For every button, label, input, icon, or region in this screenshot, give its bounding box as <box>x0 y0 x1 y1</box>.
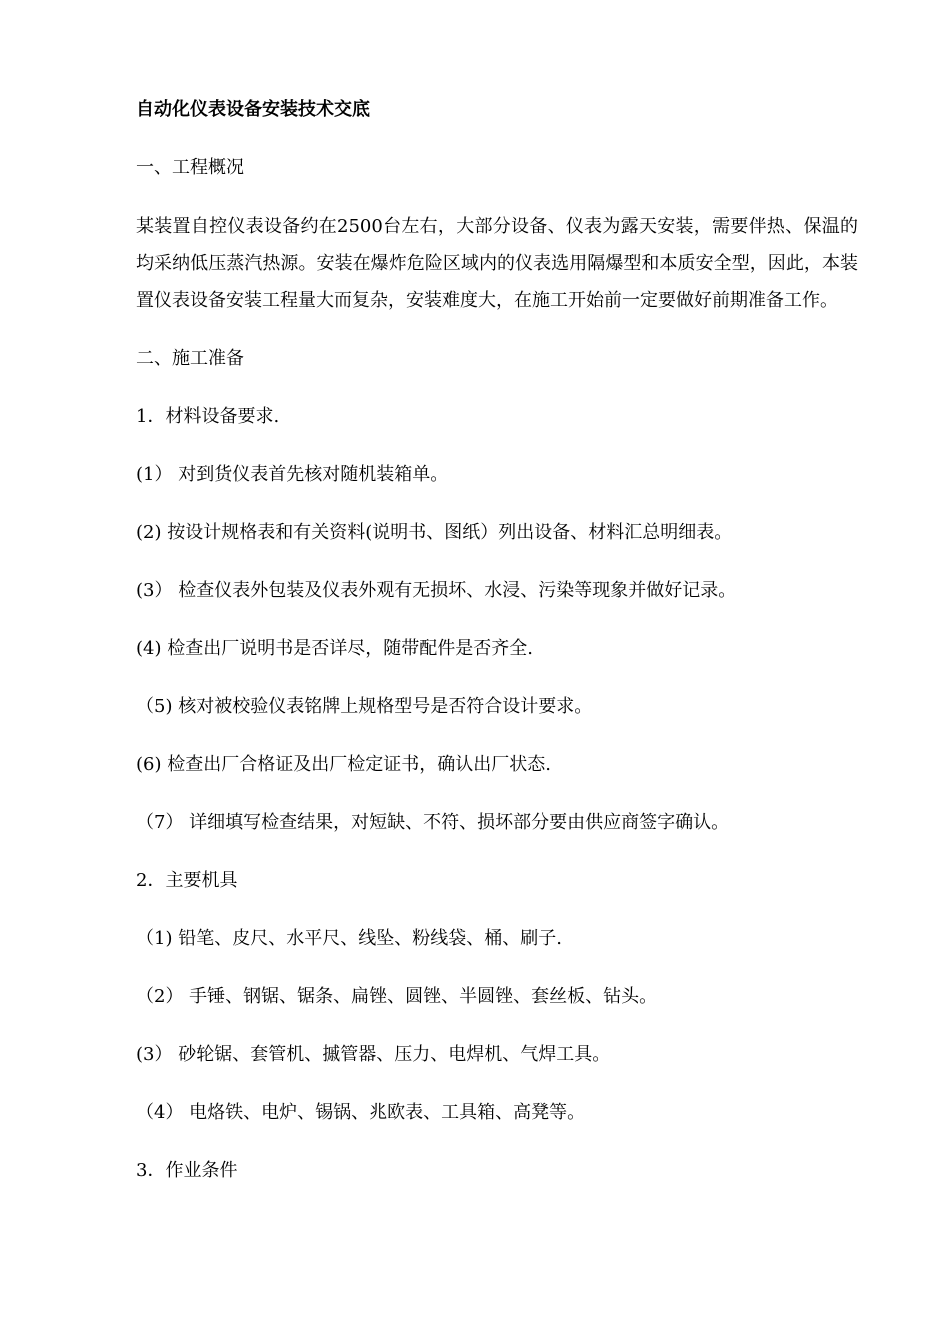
materials-item-2: (2) 按设计规格表和有关资料(说明书、图纸）列出设备、材料汇总明细表。 <box>136 522 733 543</box>
subheading-materials: 1．材料设备要求. <box>136 406 280 427</box>
subheading-tools: 2．主要机具 <box>136 870 238 891</box>
materials-item-5: （5) 核对被校验仪表铭牌上规格型号是否符合设计要求。 <box>136 696 593 717</box>
materials-item-3: (3） 检查仪表外包装及仪表外观有无损坏、水浸、污染等现象并做好记录。 <box>136 580 737 601</box>
document-page <box>136 96 858 1215</box>
materials-item-1: (1） 对到货仪表首先核对随机装箱单。 <box>136 464 449 485</box>
materials-item-6: (6) 检查出厂合格证及出厂检定证书，确认出厂状态. <box>136 754 551 775</box>
materials-item-7: （7） 详细填写检查结果，对短缺、不符、损坏部分要由供应商签字确认。 <box>136 812 730 833</box>
tools-item-4: （4） 电烙铁、电炉、锡锅、兆欧表、工具箱、高凳等。 <box>136 1102 586 1123</box>
overview-paragraph: 某装置自控仪表设备约在2500台左右，大部分设备、仪表为露天安装，需要伴热、保温的均采纳低压蒸汽热源。安装在爆炸危险区域内的仪表选用隔爆型和本质安全型，因此，本装置仪表设备安装工程量大而复杂，安装难度大，在施工开始前一定要做好前期准备工作。 <box>136 216 858 311</box>
subheading-conditions: 3．作业条件 <box>136 1160 238 1181</box>
tools-item-3: (3） 砂轮锯、套管机、摵管器、压力、电焊机、气焊工具。 <box>136 1044 611 1065</box>
materials-item-4: (4) 检查出厂说明书是否详尽，随带配件是否齐全. <box>136 638 533 659</box>
section-heading-overview: 一、工程概况 <box>136 157 244 178</box>
tools-item-1: （1) 铅笔、皮尺、水平尺、线坠、粉线袋、桶、刷子. <box>136 928 562 949</box>
document-title: 自动化仪表设备安装技术交底 <box>136 99 370 120</box>
tools-item-2: （2） 手锤、钢锯、锯条、扁锉、圆锉、半圆锉、套丝板、钻头。 <box>136 986 658 1007</box>
section-heading-preparation: 二、施工准备 <box>136 348 244 369</box>
